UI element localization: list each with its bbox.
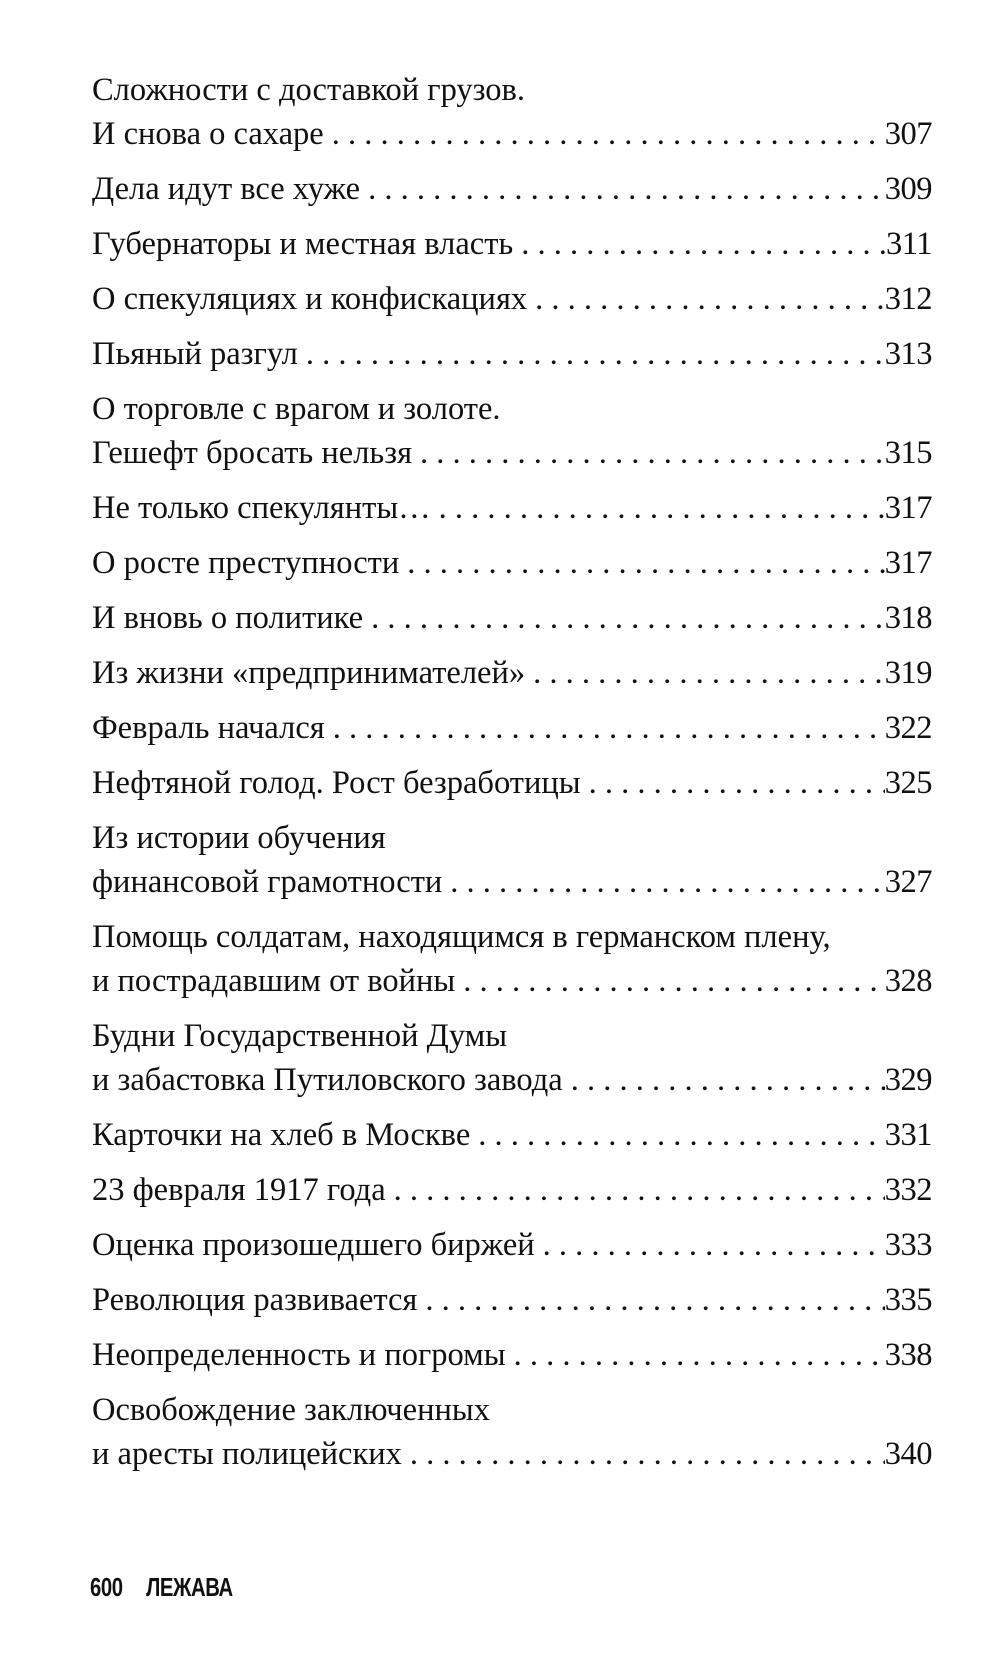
toc-entry-last-line [92,1333,932,1377]
toc-entry-last-line [92,277,932,321]
toc-entry-last-line [92,959,932,1003]
toc-entry-title-line: Оценка произошедшего биржей [92,1227,535,1263]
toc-entry [92,651,932,695]
toc-entry-last-line [92,1168,932,1212]
running-head: ЛЕЖАВА [146,1572,233,1602]
toc-entry-title-line: Дела идут все хуже [92,171,361,207]
toc-page-number: 340 [884,1436,932,1472]
toc-entry-title-line: О росте преступности [92,545,400,581]
toc-page-number: 322 [884,710,932,746]
toc-page-number: 338 [884,1337,932,1373]
dot-leader [455,959,885,1003]
toc-page-number: 335 [884,1282,932,1318]
dot-leader [360,167,885,211]
toc-page-number: 318 [884,600,932,636]
toc-entry-last-line [92,1278,932,1322]
dot-leader [386,1168,885,1212]
toc-page-number: 332 [884,1172,932,1208]
toc-entry-title-line: Нефтяной голод. Рост безработицы [92,765,581,801]
toc-entry [92,68,932,156]
toc-page-number: 329 [884,1062,932,1098]
folio-page-number: 600 [90,1572,123,1602]
toc-page-number: 331 [884,1117,932,1153]
toc-entry [92,1014,932,1102]
toc-entry [92,1278,932,1322]
toc-entry [92,1223,932,1267]
dot-leader [581,761,885,805]
toc-entry-last-line [92,1223,932,1267]
toc-entry-title-line: Будни Государственной Думы [92,1018,508,1054]
toc-entry-title-line: Неопределенность и погромы [92,1337,506,1373]
toc-entry-title-line: и пострадавшим от войны [92,963,456,999]
toc-entry-title-line: Из истории обучения [92,820,386,856]
toc-page-number: 307 [884,116,932,152]
toc-entry-last-line [92,1432,932,1476]
toc-entry [92,1333,932,1377]
toc-entry [92,915,932,1003]
toc-entry-last-line [92,431,932,475]
toc-entry-title-line: О спекуляциях и конфискациях [92,281,528,317]
toc-entry-last-line [92,596,932,640]
dot-leader [506,1333,885,1377]
toc-entry-last-line [92,332,932,376]
dot-leader [325,706,885,750]
dot-leader [402,1432,885,1476]
toc-entry [92,816,932,904]
toc-entry-last-line [92,541,932,585]
table-of-contents [92,68,932,1487]
toc-entry-last-line [92,1058,932,1102]
toc-entry [92,761,932,805]
toc-entry-last-line [92,651,932,695]
toc-entry-title-line: Пьяный разгул [92,336,298,372]
dot-leader [431,486,885,530]
toc-entry [92,706,932,750]
dot-leader [513,222,886,266]
toc-page-number: 328 [884,963,932,999]
toc-page-number: 327 [884,864,932,900]
toc-entry-title-line: финансовой грамотности [92,864,443,900]
toc-page-number: 317 [884,490,932,526]
toc-entry [92,277,932,321]
dot-leader [525,651,885,695]
toc-entry [92,541,932,585]
dot-leader [527,277,885,321]
toc-entry-last-line [92,112,932,156]
dot-leader [417,1278,884,1322]
dot-leader [470,1113,885,1157]
toc-entry [92,1168,932,1212]
toc-entry-title-line: Революция развивается [92,1282,418,1318]
toc-entry-title-line: И снова о сахаре [92,116,324,152]
toc-entry-last-line [92,706,932,750]
toc-page-number: 333 [884,1227,932,1263]
toc-entry-last-line [92,167,932,211]
toc-entry [92,387,932,475]
toc-entry-title-line: Губернаторы и местная власть [92,226,514,262]
dot-leader [399,541,884,585]
dot-leader [298,332,885,376]
toc-page-number: 313 [884,336,932,372]
toc-entry [92,222,932,266]
toc-entry-title-line: и забастовка Путиловского завода [92,1062,563,1098]
toc-page-number: 309 [884,171,932,207]
toc-entry [92,486,932,530]
toc-entry [92,332,932,376]
toc-entry-title-line: Февраль начался [92,710,325,746]
toc-entry-last-line [92,761,932,805]
toc-entry-title-line: Сложности с доставкой грузов. [92,72,526,108]
toc-page-number: 317 [884,545,932,581]
dot-leader [535,1223,885,1267]
dot-leader [363,596,885,640]
toc-entry-last-line [92,222,932,266]
toc-entry [92,167,932,211]
toc-entry-last-line [92,486,932,530]
toc-entry-last-line [92,1113,932,1157]
toc-page-number: 311 [885,226,932,262]
toc-entry-title-line: И вновь о политике [92,600,364,636]
toc-entry-title-line: Помощь солдатам, находящимся в германском плену, [92,919,831,955]
dot-leader [324,112,885,156]
toc-entry [92,1388,932,1476]
toc-entry [92,596,932,640]
dot-leader [563,1058,885,1102]
toc-page-number: 325 [884,765,932,801]
toc-entry-title-line: Из жизни «предпринимателей» [92,655,526,691]
toc-entry-last-line [92,860,932,904]
dot-leader [442,860,884,904]
toc-entry-title-line: Освобождение заключенных [92,1392,490,1428]
toc-entry [92,1113,932,1157]
toc-entry-title-line: и аресты полицейских [92,1436,402,1472]
dot-leader [412,431,885,475]
toc-entry-title-line: Не только спекулянты… [92,490,431,526]
toc-entry-title-line: Карточки на хлеб в Москве [92,1117,471,1153]
toc-entry-title-line: О торговле с врагом и золоте. [92,391,501,427]
toc-entry-title-line: Гешефт бросать нельзя [92,435,413,471]
toc-page-number: 312 [884,281,932,317]
toc-page-number: 315 [884,435,932,471]
toc-entry-title-line: 23 февраля 1917 года [92,1172,386,1208]
toc-page-number: 319 [884,655,932,691]
page-footer [90,1572,256,1603]
